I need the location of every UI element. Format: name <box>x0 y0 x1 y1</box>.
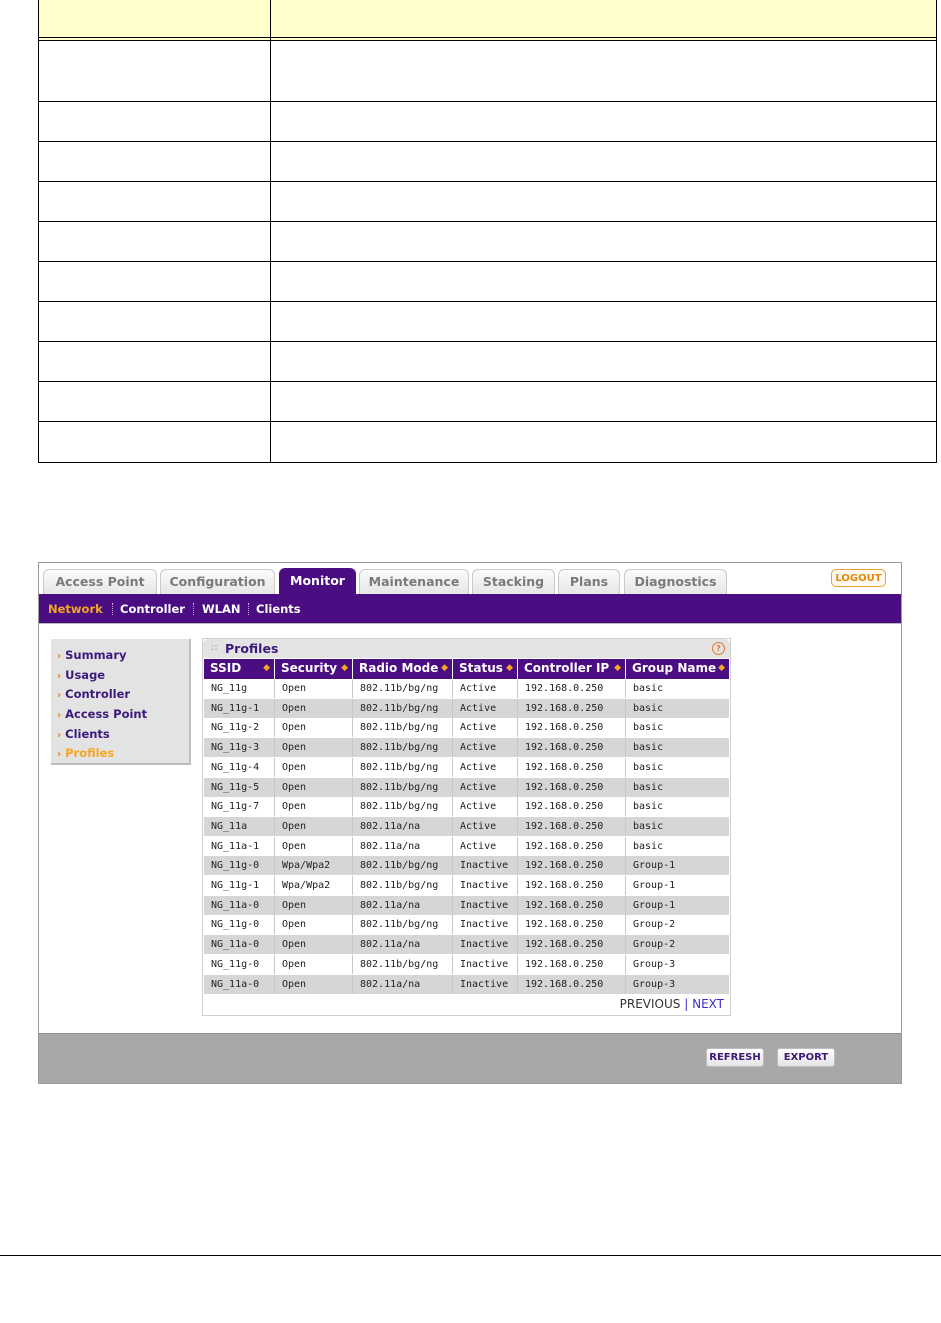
table-cell: Active <box>453 837 518 856</box>
document-table-rule <box>39 141 936 142</box>
tab-stacking[interactable]: Stacking <box>472 569 555 594</box>
table-cell: basic <box>633 781 664 793</box>
table-cell: NG_11g-2 <box>204 718 275 737</box>
table-cell: NG_11a-0 <box>204 975 275 994</box>
table-cell: Active <box>453 817 518 836</box>
chevron-right-icon: › <box>57 651 62 662</box>
table-cell: 802.11a/na <box>353 837 453 856</box>
table-cell: Group-3 <box>633 978 676 990</box>
table-cell: Open <box>275 955 353 974</box>
table-cell: 802.11b/bg/ng <box>353 856 453 875</box>
sidebar-item-label: Usage <box>65 668 106 682</box>
sidebar-item-profiles[interactable] <box>57 746 114 760</box>
table-cell: 192.168.0.250 <box>518 797 626 816</box>
table-cell: Inactive <box>453 856 518 875</box>
tab-monitor[interactable]: Monitor <box>279 568 356 595</box>
pagination <box>620 997 724 1011</box>
table-cell: Active <box>453 758 518 777</box>
previous-link[interactable]: PREVIOUS <box>619 997 681 1011</box>
table-cell: 192.168.0.250 <box>518 856 626 875</box>
table-row <box>204 856 729 876</box>
sidebar-item-label: Controller <box>65 687 131 701</box>
sidebar-item-access-point[interactable] <box>57 707 147 721</box>
table-cell: NG_11g-7 <box>204 797 275 816</box>
table-cell: Open <box>275 718 353 737</box>
subnav-wlan[interactable]: WLAN <box>202 602 241 616</box>
chevron-right-icon: › <box>57 749 62 760</box>
sort-icon[interactable]: ◆ <box>718 663 725 673</box>
table-cell: Inactive <box>453 876 518 895</box>
panel-title: Profiles <box>225 641 279 656</box>
sidebar-item-clients[interactable] <box>57 727 110 741</box>
sidebar-item-summary[interactable] <box>57 648 127 662</box>
table-cell: 802.11b/bg/ng <box>353 915 453 934</box>
table-cell: 192.168.0.250 <box>518 817 626 836</box>
table-row <box>204 738 729 758</box>
sort-icon[interactable]: ◆ <box>506 663 513 673</box>
chevron-right-icon: › <box>57 710 62 721</box>
document-table-rule <box>39 221 936 222</box>
sidebar-item-usage[interactable] <box>57 668 105 682</box>
table-cell: Open <box>275 915 353 934</box>
table-row <box>204 935 729 955</box>
table-cell: Active <box>453 797 518 816</box>
subnav-clients[interactable]: Clients <box>256 602 301 616</box>
table-cell: NG_11g-0 <box>204 856 275 875</box>
table-cell: NG_11g-5 <box>204 778 275 797</box>
sidebar-item-label: Summary <box>65 648 127 662</box>
table-cell: 192.168.0.250 <box>518 955 626 974</box>
subnav-separator <box>112 603 114 615</box>
table-cell: basic <box>633 702 664 714</box>
table-cell: 802.11b/bg/ng <box>353 699 453 718</box>
app-window <box>38 562 902 1084</box>
table-cell: Open <box>275 896 353 915</box>
table-cell: 192.168.0.250 <box>518 975 626 994</box>
table-cell: NG_11g-4 <box>204 758 275 777</box>
sub-navigation <box>39 594 901 623</box>
table-cell: Open <box>275 699 353 718</box>
table-cell: Inactive <box>453 896 518 915</box>
table-cell: Open <box>275 797 353 816</box>
table-cell: Group-3 <box>633 958 676 970</box>
table-cell: basic <box>633 683 664 694</box>
column-header-ssid[interactable]: SSID ◆ <box>204 659 275 679</box>
chevron-right-icon: › <box>57 730 62 741</box>
sort-icon[interactable]: ◆ <box>614 663 621 673</box>
document-table-rule <box>39 261 936 262</box>
table-cell: Group-2 <box>633 939 676 951</box>
sidebar-item-label: Clients <box>65 727 110 741</box>
document-table-rule <box>39 101 936 102</box>
column-header-controller-ip[interactable]: Controller IP ◆ <box>518 659 626 679</box>
table-cell: Open <box>275 975 353 994</box>
panel-header <box>203 639 730 658</box>
table-cell: 192.168.0.250 <box>518 935 626 954</box>
document-table-header <box>39 0 936 41</box>
document-table-divider <box>270 0 271 462</box>
table-row <box>204 817 729 837</box>
table-cell: NG_11g <box>204 679 275 698</box>
table-cell: 802.11a/na <box>353 975 453 994</box>
table-cell: Inactive <box>453 935 518 954</box>
table-cell: Open <box>275 679 353 698</box>
table-cell: Open <box>275 935 353 954</box>
table-cell: basic <box>633 801 664 813</box>
table-cell: Inactive <box>453 915 518 934</box>
footer-bar <box>39 1033 901 1084</box>
table-header <box>204 659 729 679</box>
table-cell: basic <box>633 722 664 734</box>
table-cell: Group-1 <box>633 899 676 911</box>
table-cell: 192.168.0.250 <box>518 837 626 856</box>
sort-icon[interactable]: ◆ <box>441 663 448 673</box>
document-table-rule <box>39 181 936 182</box>
table-row <box>204 876 729 896</box>
table-cell: 192.168.0.250 <box>518 915 626 934</box>
table-cell: 802.11b/bg/ng <box>353 955 453 974</box>
table-cell: 192.168.0.250 <box>518 718 626 737</box>
profiles-panel <box>202 638 731 1016</box>
table-cell: NG_11a-1 <box>204 837 275 856</box>
table-cell: Active <box>453 718 518 737</box>
table-cell: Group-2 <box>633 919 676 931</box>
table-cell: NG_11a <box>204 817 275 836</box>
table-row <box>204 915 729 935</box>
table-cell: NG_11g-1 <box>204 876 275 895</box>
table-row <box>204 896 729 916</box>
table-cell: NG_11g-3 <box>204 738 275 757</box>
table-cell: Group-1 <box>633 880 676 891</box>
table-row <box>204 797 729 817</box>
tab-configuration[interactable]: Configuration <box>160 569 275 594</box>
table-row <box>204 778 729 798</box>
table-cell: Group-1 <box>633 860 676 872</box>
table-cell: 802.11b/bg/ng <box>353 797 453 816</box>
table-cell: Active <box>453 738 518 757</box>
document-table-rule <box>39 341 936 342</box>
table-cell: 192.168.0.250 <box>518 896 626 915</box>
table-cell: 192.168.0.250 <box>518 738 626 757</box>
sidebar-item-controller[interactable] <box>57 687 130 701</box>
column-header-group-name[interactable]: Group Name ◆ <box>626 659 729 679</box>
table-cell: Open <box>275 837 353 856</box>
column-header-radio-mode[interactable]: Radio Mode ◆ <box>353 659 453 679</box>
sort-icon[interactable]: ◆ <box>263 663 270 673</box>
table-row <box>204 699 729 719</box>
table-cell: 802.11b/bg/ng <box>353 679 453 698</box>
table-cell: basic <box>633 742 664 754</box>
table-cell: 802.11b/bg/ng <box>353 758 453 777</box>
document-table <box>38 0 937 463</box>
table-cell: NG_11a-0 <box>204 896 275 915</box>
table-cell: Wpa/Wpa2 <box>275 856 353 875</box>
page-footer-rule <box>0 1255 941 1256</box>
table-cell: Active <box>453 699 518 718</box>
chevron-right-icon: › <box>57 671 62 682</box>
table-cell: Wpa/Wpa2 <box>275 876 353 895</box>
table-row <box>204 718 729 738</box>
sidebar-item-label: Access Point <box>65 707 148 721</box>
sidebar-item-label: Profiles <box>65 746 115 760</box>
column-header-status[interactable]: Status ◆ <box>453 659 518 679</box>
table-cell: 192.168.0.250 <box>518 758 626 777</box>
table-cell: Open <box>275 738 353 757</box>
subnav-network[interactable]: Network <box>48 602 103 616</box>
column-header-security[interactable]: Security ◆ <box>275 659 353 679</box>
chevron-right-icon: › <box>57 690 62 701</box>
table-row <box>204 837 729 857</box>
table-cell: 802.11b/bg/ng <box>353 738 453 757</box>
table-cell: NG_11g-1 <box>204 699 275 718</box>
table-cell: basic <box>633 761 664 773</box>
next-link[interactable]: NEXT <box>692 997 724 1011</box>
table-row <box>204 758 729 778</box>
table-row <box>204 955 729 975</box>
tab-diagnostics[interactable]: Diagnostics <box>624 569 727 594</box>
table-cell: 802.11b/bg/ng <box>353 876 453 895</box>
main-tabbar <box>39 563 901 595</box>
document-table-rule <box>39 381 936 382</box>
table-row <box>204 975 729 995</box>
table-cell: 802.11b/bg/ng <box>353 778 453 797</box>
sidebar-menu <box>51 639 191 765</box>
table-cell: 802.11a/na <box>353 817 453 836</box>
table-cell: Open <box>275 778 353 797</box>
table-cell: 192.168.0.250 <box>518 679 626 698</box>
table-row <box>204 679 729 699</box>
table-cell: 802.11a/na <box>353 935 453 954</box>
table-cell: 802.11b/bg/ng <box>353 718 453 737</box>
export-button[interactable]: EXPORT <box>777 1048 835 1067</box>
subnav-separator <box>193 603 195 615</box>
tab-maintenance[interactable]: Maintenance <box>359 569 469 594</box>
table-cell: 192.168.0.250 <box>518 876 626 895</box>
tab-access-point[interactable]: Access Point <box>43 569 157 594</box>
table-cell: Inactive <box>453 975 518 994</box>
logout-button[interactable]: LOGOUT <box>831 569 886 587</box>
sort-icon[interactable]: ◆ <box>341 663 348 673</box>
table-cell: Inactive <box>453 955 518 974</box>
tab-plans[interactable]: Plans <box>558 569 620 594</box>
document-table-rule <box>39 421 936 422</box>
table-cell: NG_11g-0 <box>204 915 275 934</box>
table-cell: 802.11a/na <box>353 896 453 915</box>
document-table-rule <box>39 301 936 302</box>
table-cell: Open <box>275 758 353 777</box>
table-cell: basic <box>633 820 664 832</box>
drag-handle-icon[interactable]: :: <box>211 642 218 653</box>
table-cell: 192.168.0.250 <box>518 699 626 718</box>
table-cell: NG_11a-0 <box>204 935 275 954</box>
table-cell: basic <box>633 840 664 852</box>
table-cell: NG_11g-0 <box>204 955 275 974</box>
subnav-separator <box>248 603 250 615</box>
help-icon[interactable]: ? <box>712 642 725 655</box>
table-cell: Active <box>453 778 518 797</box>
subnav-controller[interactable]: Controller <box>120 602 185 616</box>
table-cell: 192.168.0.250 <box>518 778 626 797</box>
pager-separator: | <box>684 997 689 1011</box>
table-cell: Active <box>453 679 518 698</box>
table-cell: Open <box>275 817 353 836</box>
refresh-button[interactable]: REFRESH <box>706 1048 764 1067</box>
